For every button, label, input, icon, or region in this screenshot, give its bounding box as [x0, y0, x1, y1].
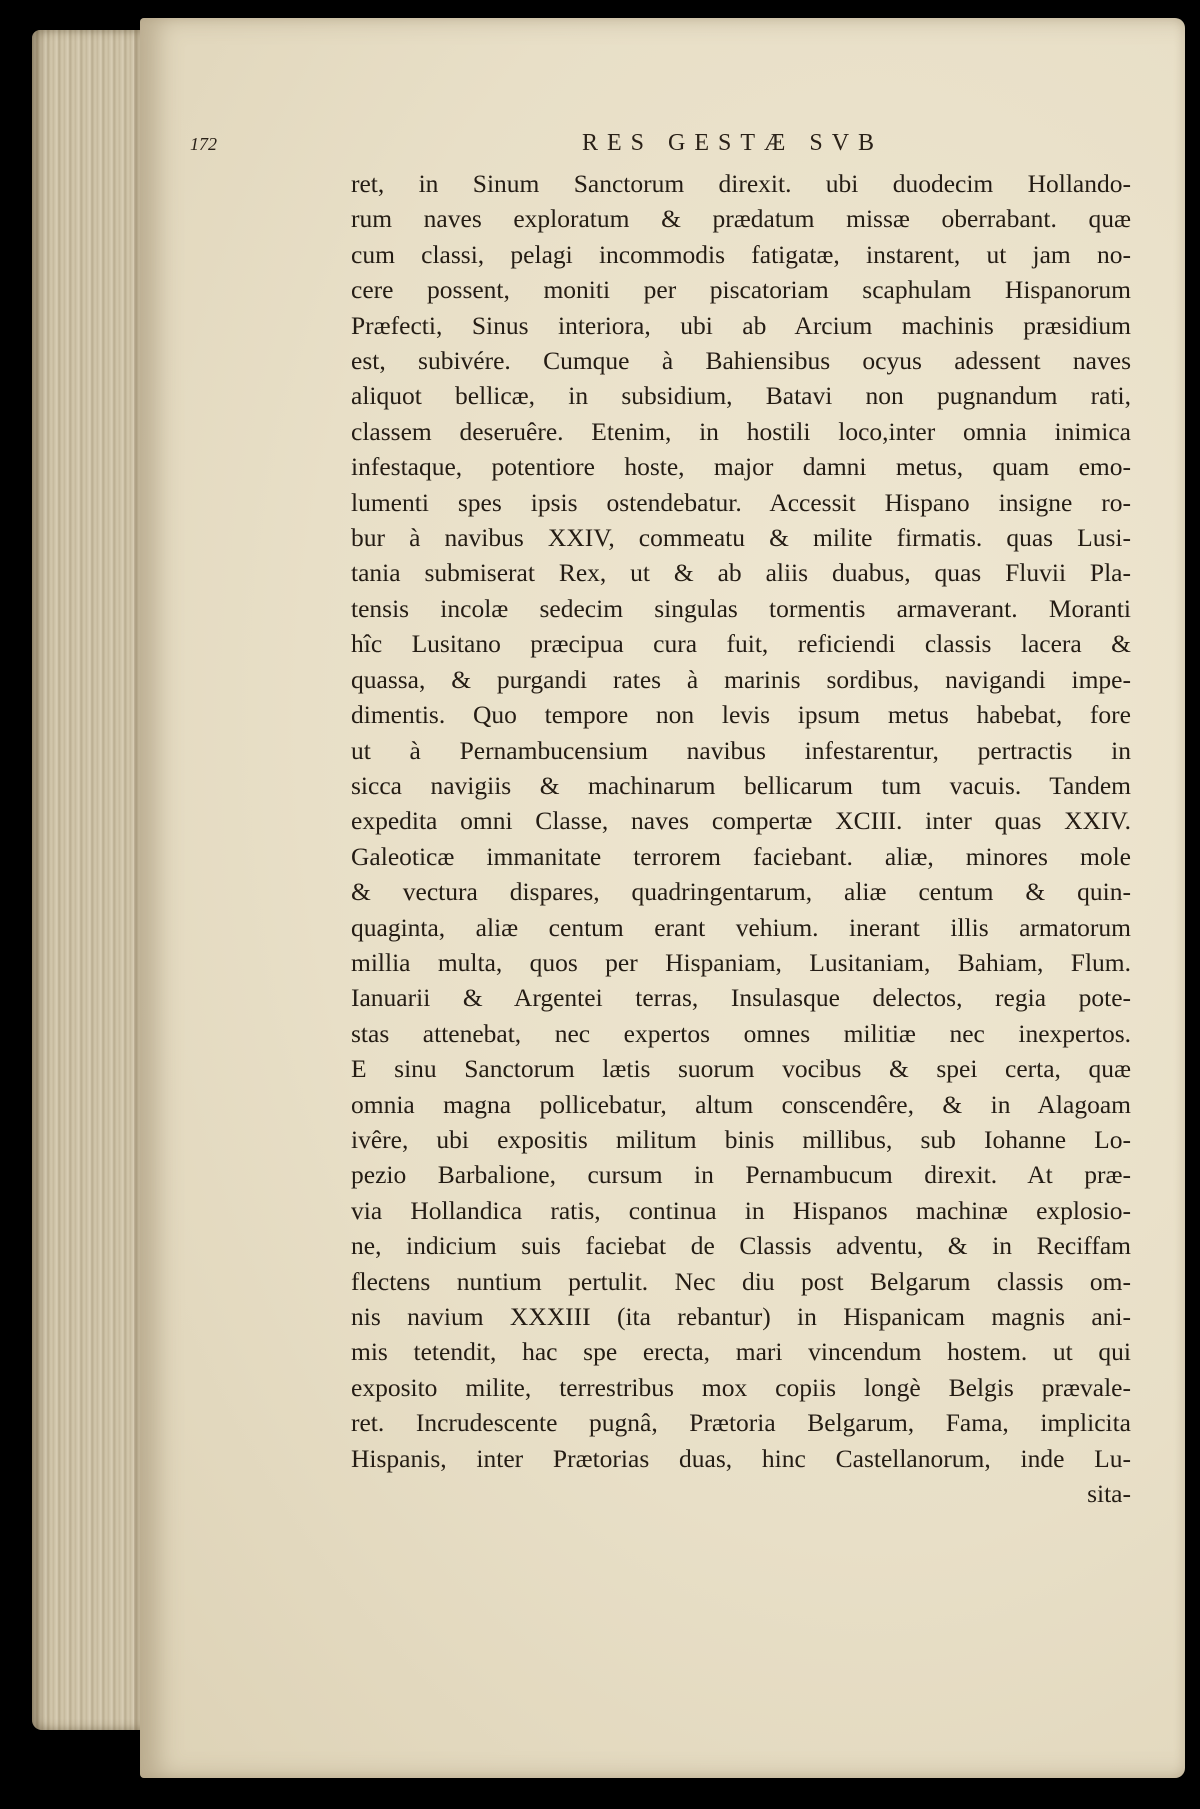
body-text [351, 166, 1131, 1511]
text-line: stas attenebat, nec expertos omnes militiæ nec inexpertos. [351, 1018, 1131, 1048]
text-line: cere possent, moniti per piscatoriam scaphulam Hispanorum [351, 275, 1131, 305]
text-line: pezio Barbalione, cursum in Pernambucum direxit. At præ- [351, 1160, 1131, 1190]
text-line: omnia magna pollicebatur, altum conscendêre, & in Alagoam [351, 1089, 1131, 1119]
text-line: cum classi, pelagi incommodis fatigatæ, instarent, ut jam no- [351, 239, 1131, 269]
book-page-edges [32, 30, 152, 1730]
text-line: flectens nuntium pertulit. Nec diu post Belgarum classis om- [351, 1266, 1131, 1296]
text-line: nis navium XXXIII (ita rebantur) in Hispanicam magnis ani- [351, 1302, 1131, 1331]
text-line: Ianuarii & Argentei terras, Insulasque delectos, regia pote- [351, 983, 1131, 1013]
text-line: ne, indicium suis faciebat de Classis adventu, & in Reciffam [351, 1231, 1131, 1261]
text-line: millia multa, quos per Hispaniam, Lusitaniam, Bahiam, Flum. [351, 947, 1131, 977]
text-line: tensis incolæ sedecim singulas tormentis armaverant. Moranti [351, 593, 1131, 623]
text-line: dimentis. Quo tempore non levis ipsum metus habebat, fore [351, 700, 1131, 730]
text-line: bur à navibus XXIV, commeatu & milite firmatis. quas Lusi- [351, 523, 1131, 553]
text-line: sicca navigiis & machinarum bellicarum tum vacuis. Tandem [351, 770, 1131, 800]
text-line: & vectura dispares, quadringentarum, aliæ centum & quin- [351, 877, 1131, 907]
text-line: E sinu Sanctorum lætis suorum vocibus & spei certa, quæ [351, 1054, 1131, 1084]
text-line: Galeoticæ immanitate terrorem faciebant. aliæ, minores mole [351, 841, 1131, 871]
text-line: mis tetendit, hac spe erecta, mari vincendum hostem. ut qui [351, 1337, 1131, 1367]
text-line: exposito milite, terrestribus mox copiis longè Belgis prævale- [351, 1372, 1131, 1402]
text-line: lumenti spes ipsis ostendebatur. Accessit Hispano insigne ro- [351, 487, 1131, 517]
text-line: expedita omni Classe, naves compertæ XCIII. inter quas XXIV. [351, 806, 1131, 836]
text-line: infestaque, potentiore hoste, major damni metus, quam emo- [351, 452, 1131, 482]
running-head: RES GESTÆ SVB [582, 130, 884, 156]
text-line: ret. Incrudescente pugnâ, Prætoria Belgarum, Fama, implicita [351, 1408, 1131, 1438]
text-line: Præfecti, Sinus interiora, ubi ab Arcium machinis præsidium [351, 310, 1131, 340]
text-line: quaginta, aliæ centum erant vehium. inerant illis armatorum [351, 912, 1131, 942]
text-line: ivêre, ubi expositis militum binis millibus, sub Iohanne Lo- [351, 1124, 1131, 1154]
text-line: est, subivére. Cumque à Bahiensibus ocyus adessent naves [351, 346, 1131, 376]
text-line: via Hollandica ratis, continua in Hispanos machinæ explosio- [351, 1195, 1131, 1225]
page-header [190, 130, 1090, 160]
text-line: hîc Lusitano præcipua cura fuit, reficiendi classis lacera & [351, 629, 1131, 659]
text-line: classem deseruêre. Etenim, in hostili loco,inter omnia inimica [351, 416, 1131, 446]
text-line: aliquot bellicæ, in subsidium, Batavi non pugnandum rati, [351, 381, 1131, 411]
page-number: 172 [190, 134, 217, 154]
text-line: ut à Pernambucensium navibus infestarentur, pertractis in [351, 735, 1131, 765]
text-line: ret, in Sinum Sanctorum direxit. ubi duodecim Hollando- [351, 169, 1131, 198]
text-line: quassa, & purgandi rates à marinis sordibus, navigandi impe- [351, 664, 1131, 694]
text-line: tania submiserat Rex, ut & ab aliis duabus, quas Fluvii Pla- [351, 558, 1131, 588]
catchword: sita- [1087, 1479, 1131, 1509]
text-line: Hispanis, inter Prætorias duas, hinc Castellanorum, inde Lu- [351, 1443, 1131, 1473]
text-line: rum naves exploratum & prædatum missæ oberrabant. quæ [351, 204, 1131, 234]
